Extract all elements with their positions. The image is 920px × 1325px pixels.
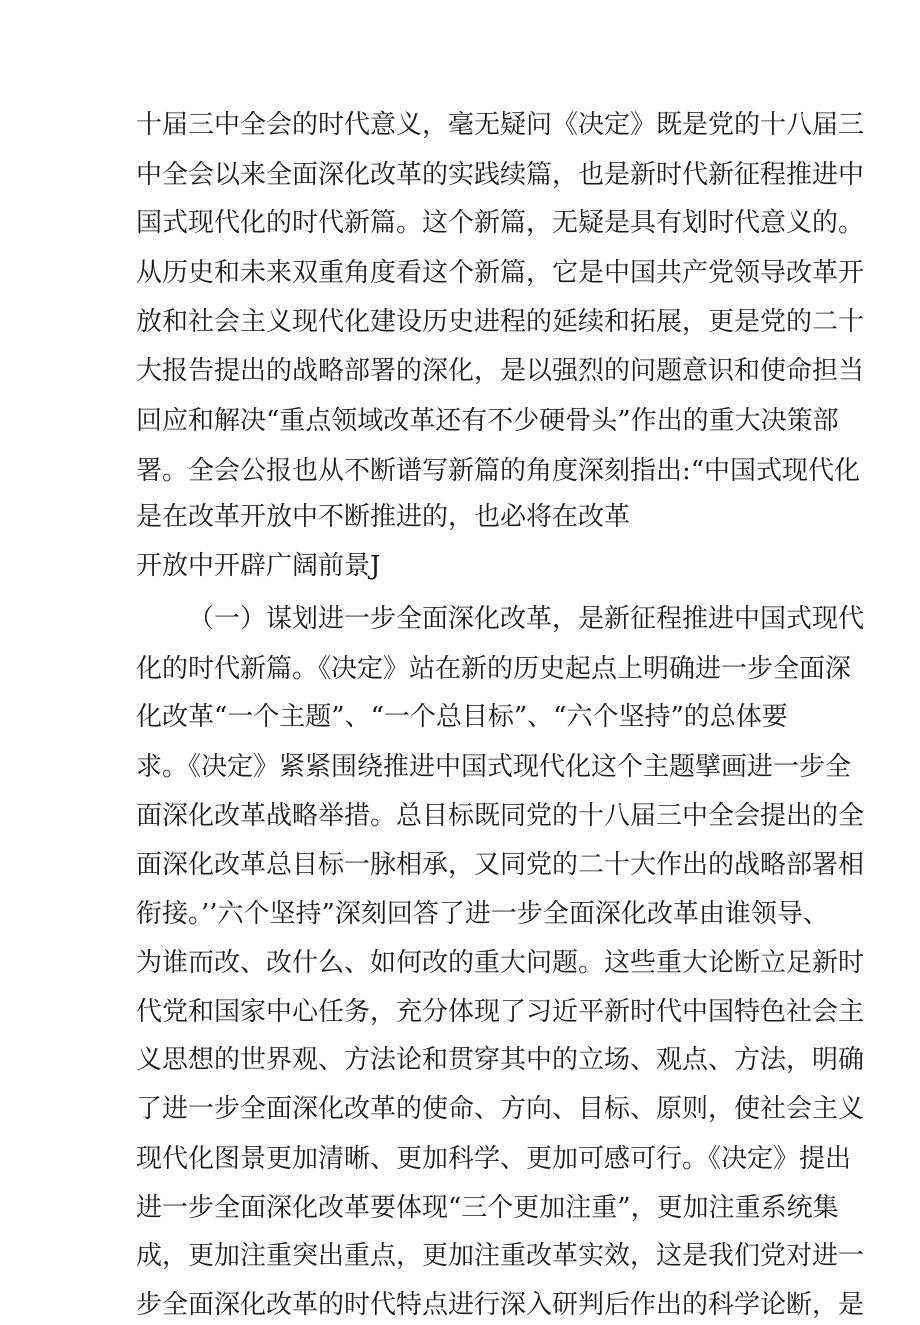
- text-line: 求。《决定》紧紧围绕推进中国式现代化这个主题擘画进一步全: [136, 752, 852, 782]
- text-line: 义思想的世界观、方法论和贯穿其中的立场、观点、方法，明确: [136, 1045, 865, 1075]
- text-line: 署。全会公报也从不断谱写新篇的角度深刻指出:“中国式现代化: [136, 456, 861, 486]
- text-line: 是在改革开放中不断推进的，也必将在改革: [136, 502, 631, 532]
- text-line: 步全面深化改革的时代特点进行深入研判后作出的科学论断，是: [136, 1290, 865, 1320]
- text-line: 化改革“一个主题”、“一个总目标”、“六个坚持”的总体要: [136, 702, 788, 732]
- text-line: 进一步全面深化改革要体现“三个更加注重”，更加注重系统集: [136, 1193, 839, 1223]
- text-line: 回应和解决“重点领域改革还有不少硬骨头”作出的重大决策部: [136, 406, 839, 436]
- text-line: 代党和国家中心任务，充分体现了习近平新时代中国特色社会主: [136, 997, 865, 1027]
- text-line: 了进一步全面深化改革的使命、方向、目标、原则，使社会主义: [136, 1094, 865, 1124]
- text-line: 现代化图景更加清晰、更加科学、更加可感可行。《决定》提出: [136, 1144, 852, 1174]
- text-line: 成，更加注重突出重点，更加注重改革实效，这是我们党对进一: [136, 1241, 865, 1271]
- text-line: （一）谋划进一步全面深化改革，是新征程推进中国式现代: [188, 604, 865, 634]
- text-line: 十届三中全会的时代意义，毫无疑问《决定》既是党的十八届三: [136, 110, 865, 140]
- text-line: 开放中开辟广阔前景J: [136, 551, 381, 581]
- text-line: 中全会以来全面深化改革的实践续篇，也是新时代新征程推进中: [136, 160, 865, 190]
- text-line: 面深化改革战略举措。总目标既同党的十八届三中全会提出的全: [136, 801, 865, 831]
- text-line: 国式现代化的时代新篇。这个新篇，无疑是具有划时代意义的。: [136, 208, 865, 238]
- text-line: 大报告提出的战略部署的深化，是以强烈的问题意识和使命担当: [136, 356, 865, 386]
- text-line: 衔接。’’六个坚持”深刻回答了进一步全面深化改革由谁领导、: [136, 899, 829, 929]
- text-line: 为谁而改、改什么、如何改的重大问题。这些重大论断立足新时: [136, 948, 865, 978]
- text-line: 化的时代新篇。《决定》站在新的历史起点上明确进一步全面深: [136, 654, 852, 684]
- text-line: 从历史和未来双重角度看这个新篇，它是中国共产党领导改革开: [136, 258, 865, 288]
- text-line: 放和社会主义现代化建设历史进程的延续和拓展，更是党的二十: [136, 307, 865, 337]
- text-line: 面深化改革总目标一脉相承，又同党的二十大作出的战略部署相: [136, 850, 865, 880]
